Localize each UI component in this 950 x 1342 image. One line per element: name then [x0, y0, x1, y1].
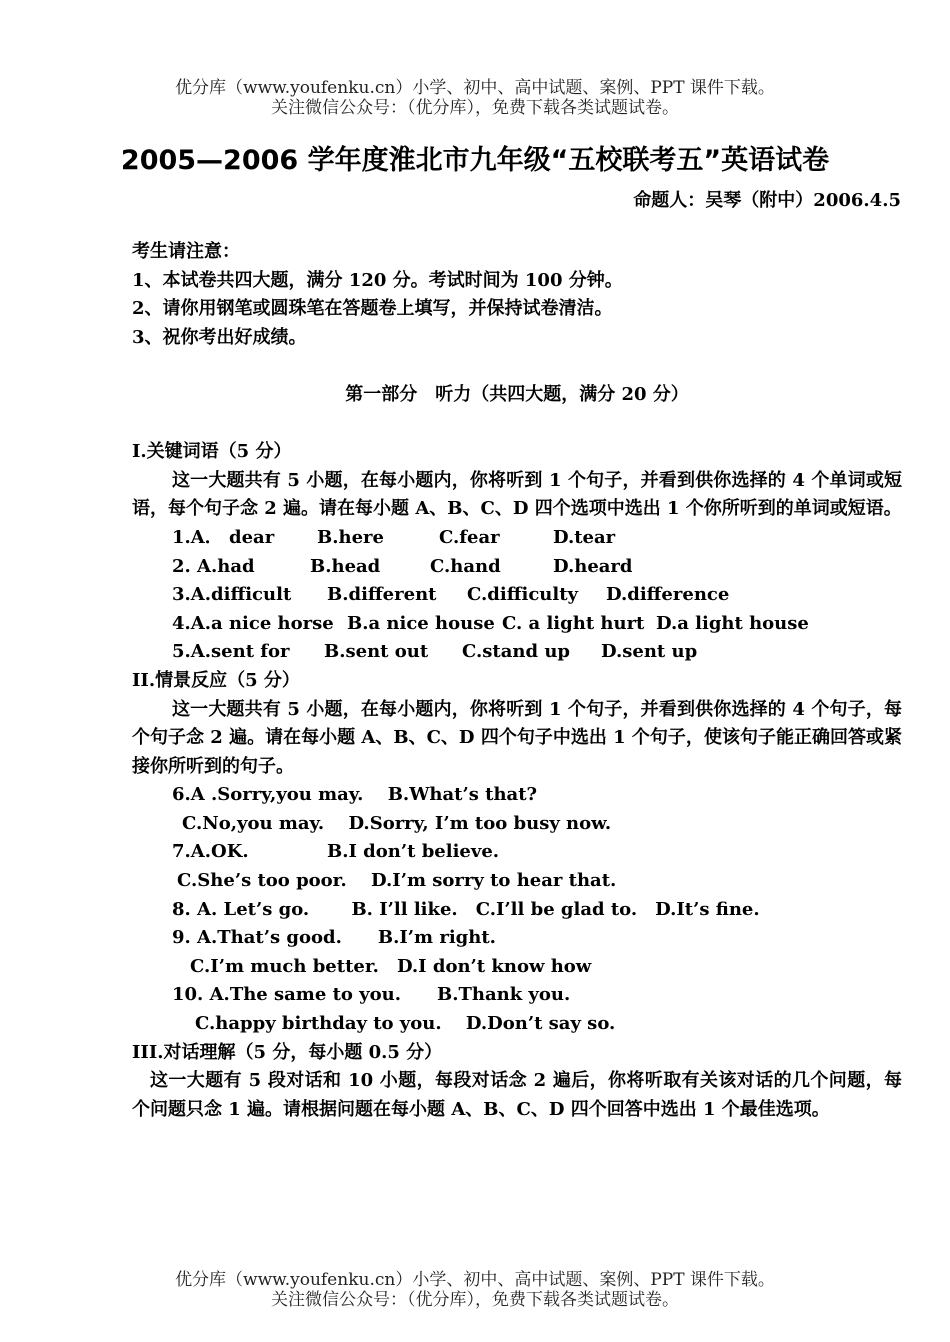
notice-item-2: 2、请你用钢笔或圆珠笔在答题卷上填写，并保持试卷清洁。	[132, 298, 613, 320]
q5-option-d: D.sent up	[601, 641, 698, 663]
q3-option-b: B.different	[327, 584, 437, 606]
header-line-2: 关注微信公众号：（优分库），免费下载各类试题试卷。	[271, 98, 679, 118]
q1-option-b: B.here	[317, 526, 384, 548]
question-4	[132, 610, 902, 639]
q4-option-c: C. a light hurt	[502, 612, 645, 634]
q5-option-c: C.stand up	[462, 641, 570, 663]
exam-body	[132, 238, 902, 1124]
question-1	[132, 524, 902, 553]
section1-instruction: 这一大题共有 5 小题，在每小题内，你将听到 1 个句子，并看到供你选择的 4 个单词或短语，每个句子念 2 遍。请在每小题 A、B、C、D 四个选项中选出 1 个你所听到的单词或短语。	[132, 469, 902, 520]
q4-option-d: D.a light house	[656, 612, 809, 634]
question-6-ab: 6.A .Sorry,you may. B.What’s that?	[172, 784, 538, 806]
q4-option-b: B.a nice house	[347, 612, 495, 634]
q1-option-a: 1.A． dear	[172, 526, 275, 548]
q2-option-c: C.hand	[430, 555, 501, 577]
footer-line-1: 优分库（www.youfenku.cn）小学、初中、高中试题、案例、PPT 课件下载。	[175, 1270, 775, 1290]
q1-option-c: C.fear	[439, 526, 500, 548]
header-line-1: 优分库（www.youfenku.cn）小学、初中、高中试题、案例、PPT 课件下载。	[175, 78, 775, 98]
part1-title: 第一部分 听力（共四大题，满分 20 分）	[345, 383, 689, 405]
notice-item-3: 3、祝你考出好成绩。	[132, 326, 307, 348]
question-7-ab	[132, 838, 902, 867]
question-6-cd: C.No,you may. D.Sorry, I’m too busy now.	[182, 812, 612, 834]
question-10-cd: C.happy birthday to you. D.Don’t say so.	[195, 1013, 616, 1035]
footer-line-2: 关注微信公众号：（优分库），免费下载各类试题试卷。	[271, 1290, 679, 1310]
section3-heading: III.对话理解（5 分，每小题 0.5 分）	[132, 1041, 443, 1063]
question-2	[132, 553, 902, 582]
q2-option-b: B.head	[310, 555, 381, 577]
question-10-ab: 10. A.The same to you. B.Thank you.	[172, 984, 571, 1006]
section3-instruction: 这一大题有 5 段对话和 10 小题，每段对话念 2 遍后，你将听取有关该对话的几个问题，每个问题只念 1 遍。请根据问题在每小题 A、B、C、D 四个回答中选出 1 个最佳选项。	[132, 1070, 902, 1120]
question-5	[132, 638, 902, 667]
q3-option-a: 3.A.difficult	[172, 584, 292, 606]
author-line: 命题人：吴琴（附中）2006.4.5	[633, 190, 901, 211]
section1-heading: I.关键词语（5 分）	[132, 441, 292, 463]
q5-option-a: 5.A.sent for	[172, 641, 290, 663]
section2-heading: II.情景反应（5 分）	[132, 669, 300, 691]
section2-instruction: 这一大题共有 5 小题，在每小题内，你将听到 1 个句子，并看到供你选择的 4 个句子，每个句子念 2 遍。请在每小题 A、B、C、D 四个句子中选出 1 个句子，使该句子能正确回答或紧接你所听到的句子。	[132, 698, 902, 777]
page-title: 2005—2006 学年度淮北市九年级“五校联考五”英语试卷	[120, 145, 830, 176]
q3-option-c: C.difficulty	[467, 584, 578, 606]
notice-item-1: 1、本试卷共四大题，满分 120 分。考试时间为 100 分钟。	[132, 269, 623, 291]
question-8: 8. A. Let’s go. B. I’ll like. C.I’ll be glad to. D.It’s fine.	[172, 898, 760, 920]
q3-option-d: D.difference	[606, 584, 730, 606]
q7-option-b: B.I don’t believe.	[327, 841, 500, 863]
question-9-ab: 9. A.That’s good. B.I’m right.	[172, 927, 496, 949]
q5-option-b: B.sent out	[324, 641, 429, 663]
q2-option-d: D.heard	[553, 555, 633, 577]
question-9-cd: C.I’m much better. D.I don’t know how	[190, 955, 592, 977]
q7-option-a: 7.A.OK.	[172, 841, 249, 863]
q2-option-a: 2. A.had	[172, 555, 255, 577]
question-3	[132, 581, 902, 610]
question-7-cd: C.She’s too poor. D.I’m sorry to hear that.	[177, 870, 617, 892]
notice-heading: 考生请注意：	[132, 241, 240, 262]
q1-option-d: D.tear	[553, 526, 616, 548]
q4-option-a: 4.A.a nice horse	[172, 612, 334, 634]
